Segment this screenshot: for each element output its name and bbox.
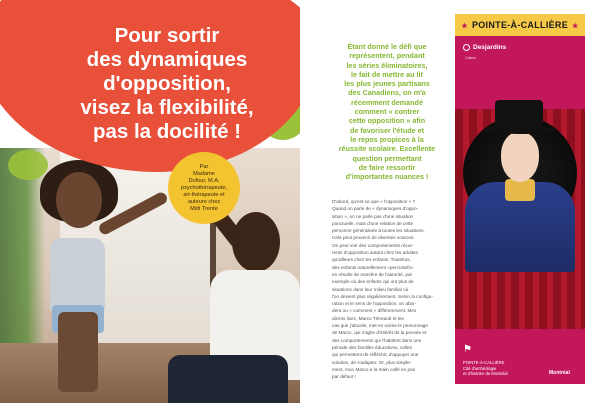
montreal-logo: Montréal [549,370,570,376]
performer-top-hat [495,100,543,130]
body-line: de Marco, qui s'agite d'intérêt de la pensée et [332,330,427,336]
ad-brand-bar [455,14,585,36]
body-line: des comportements qui l'habitent dans une [332,337,422,343]
intro-line: le fait de mettre au lit [351,69,423,79]
body-line: des enfants naturellement «percussifs» [332,264,414,270]
body-line: personne généralisée à toutes les situations. [332,228,425,234]
intro-line: de faire ressortir [358,162,416,172]
body-line: solution, de s'adapter. Or, plus simple- [332,359,412,365]
girl-legs [58,312,98,392]
ad-footer-text [463,360,533,377]
body-line: Cela peut provenir de diverses sources. [332,235,415,241]
desjardins-logo-icon [463,44,470,51]
body-line: situations dans leur milieu familial où [332,286,409,292]
sponsor-sub: Caisse [465,56,476,60]
headline-line: visez la flexibilité, [80,96,254,119]
article-headline [52,24,282,144]
ad-footer-line: et d'histoire de Montréal [463,371,508,377]
body-line: Quand on parle de « dynamiques d'oppo- [332,206,419,212]
body-line: qu'ailleurs chez les enfants. Toutefois, [332,257,411,263]
intro-line: comment « contrer [354,107,420,117]
article-body [332,198,450,380]
headline-line: pas la docilité ! [92,120,242,143]
body-line: rents d'opposition autant chez les adultes [332,250,418,256]
headline-line: des dynamiques [86,48,248,71]
body-line: clients lisez, Marco Tétreault et les [332,315,404,321]
performer-collar [505,179,535,201]
headline-line: d'opposition, [103,72,231,95]
body-line: l'on devient plus régulièrement. Selon la configu- [332,293,433,299]
intro-line: récemment demandé [351,97,423,107]
intro-line: question permettant [352,153,422,163]
body-line: par défaut ! [332,374,356,380]
intro-line: représentent, pendant [349,51,425,61]
body-line: ration et le sens de l'opposition, on abor- [332,301,417,307]
body-line: cas que j'aborde, met en scène le personnage [332,323,429,329]
performer-face [501,132,539,182]
body-line: ponctuelle, mais d'une relation de cette [332,220,414,226]
headline-line: Pour sortir [114,24,220,47]
museum-mark-icon: ⚑ [463,344,472,355]
body-line: en résulte de manière de l'autorité, par [332,271,413,277]
body-line: période des familles éducatives, celles [332,344,412,350]
body-line: dera ou « comment » différemment. Mes [332,308,417,314]
girl-body [50,238,105,313]
girl-head [56,172,102,228]
intro-line: réussite scolaire. Excellente [338,144,436,154]
author-line: auteure chez [187,198,221,205]
author-badge [168,152,240,224]
article-intro [330,42,444,181]
man-head [232,212,280,272]
author-line: Madame [193,170,215,177]
author-line: Midi Trente [190,205,218,212]
body-line: sition », on ne parle pas d'une situation [332,213,414,219]
museum-advertisement[interactable] [455,14,585,384]
ad-brand: POINTE-À-CALLIÈRE [471,20,569,30]
author-line: art-thérapeute et [183,191,225,198]
author-line: Dufour, M.A. [188,177,220,184]
intro-line: les plus jeunes partisans [344,79,430,89]
intro-line: des Canadiens, on m'a [348,88,426,98]
intro-line: Étant donné le défi que [347,42,427,51]
author-line: Par [199,163,209,170]
sponsor-logo [463,44,506,51]
man-legs [168,355,288,403]
ad-footer-line: Cité d'archéologie [463,365,497,371]
star-icon: ★ [461,23,468,30]
intro-line: le repos propices à la [350,134,424,144]
intro-line: de favoriser l'étude et [349,125,424,135]
right-page [300,0,600,403]
body-line: qui permettent de réfléchir, d'appuyer une [332,352,419,358]
green-blob-small [8,150,48,180]
body-line: exemple où des enfants qui ont plus de [332,279,414,285]
ad-footer-line: POINTE-À-CALLIÈRE [463,360,505,365]
body-line: On peut voir des comportements récur- [332,242,414,248]
intro-line: les séries éliminatoires, [346,60,428,70]
body-line: ment, mon Marco a la main collé en pas [332,366,416,372]
intro-line: cette opposition » afin [348,116,426,126]
author-line: psychothérapeute, [180,184,228,191]
star-icon: ★ [572,23,579,30]
sponsor-name: Desjardins [473,44,507,51]
intro-line: d'importantes nuances ! [345,172,429,182]
body-line: D'abord, qu'est-ce que « l'opposition » ? [332,199,416,204]
